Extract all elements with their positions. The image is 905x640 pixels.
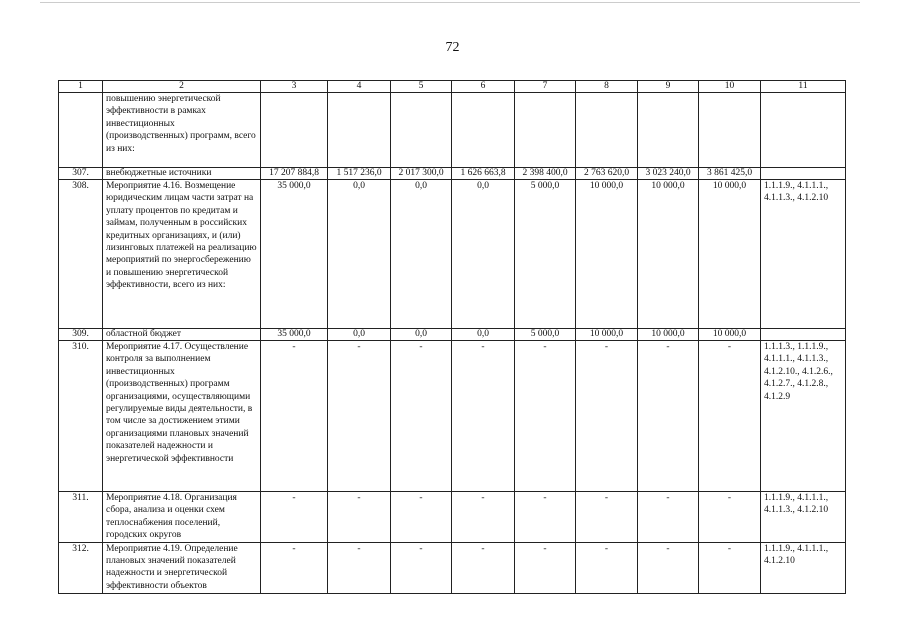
value-cell: 3 861 425,0 — [699, 168, 761, 180]
row-number: 312. — [59, 542, 103, 593]
value-cell: 0,0 — [391, 329, 452, 341]
row-refs: 1.1.1.9., 4.1.1.1., 4.1.1.3., 4.1.2.10 — [761, 180, 846, 329]
row-number: 309. — [59, 329, 103, 341]
value-cell: 10 000,0 — [576, 180, 638, 329]
value-cell: 2 017 300,0 — [391, 168, 452, 180]
header-cell: 6 — [452, 81, 515, 93]
value-cell: 2 763 620,0 — [576, 168, 638, 180]
table-row — [59, 93, 846, 168]
row-number: 310. — [59, 341, 103, 492]
row-number: 308. — [59, 180, 103, 329]
row-name: Мероприятие 4.17. Осуществление контроля за выполнением инвестиционных (производственных) программ организациями, осуществляющими регулируемые виды деятельности, в том числе за достижением этими организациями плановых значений показателей надежности и энергетической эффективности — [103, 341, 261, 492]
table-row — [59, 329, 846, 341]
value-cell: 0,0 — [391, 180, 452, 329]
table-row — [59, 180, 846, 329]
value-cell — [328, 93, 391, 168]
row-refs — [761, 168, 846, 180]
value-cell: 17 207 884,8 — [261, 168, 328, 180]
value-cell: 10 000,0 — [638, 180, 699, 329]
row-name: Мероприятие 4.19. Определение плановых значений показателей надежности и энергетической эффективности объектов — [103, 542, 261, 593]
row-refs: 1.1.1.9., 4.1.1.1., 4.1.2.10 — [761, 542, 846, 593]
value-cell: 3 023 240,0 — [638, 168, 699, 180]
value-cell: - — [515, 341, 576, 492]
value-cell: 10 000,0 — [699, 180, 761, 329]
value-cell: - — [638, 542, 699, 593]
header-cell: 10 — [699, 81, 761, 93]
value-cell: - — [576, 492, 638, 543]
value-cell: 0,0 — [452, 329, 515, 341]
row-number — [59, 93, 103, 168]
page-number: 72 — [445, 40, 460, 55]
value-cell: 1 626 663,8 — [452, 168, 515, 180]
value-cell: - — [261, 542, 328, 593]
value-cell: 5 000,0 — [515, 180, 576, 329]
value-cell: 5 000,0 — [515, 329, 576, 341]
value-cell: - — [699, 341, 761, 492]
value-cell: 0,0 — [328, 180, 391, 329]
header-cell: 5 — [391, 81, 452, 93]
header-cell: 1 — [59, 81, 103, 93]
row-refs: 1.1.1.9., 4.1.1.1., 4.1.1.3., 4.1.2.10 — [761, 492, 846, 543]
value-cell: 1 517 236,0 — [328, 168, 391, 180]
value-cell: 0,0 — [328, 329, 391, 341]
value-cell: - — [261, 492, 328, 543]
header-cell: 4 — [328, 81, 391, 93]
table-row — [59, 168, 846, 180]
table-row — [59, 492, 846, 543]
header-cell: 3 — [261, 81, 328, 93]
value-cell: 10 000,0 — [638, 329, 699, 341]
row-number: 307. — [59, 168, 103, 180]
value-cell: - — [391, 542, 452, 593]
row-name: повышению энергетической эффективности в рамках инвестиционных (производственных) программ, всего из них: — [103, 93, 261, 168]
value-cell: - — [576, 542, 638, 593]
row-name: Мероприятие 4.18. Организация сбора, анализа и оценки схем теплоснабжения поселений, городских округов — [103, 492, 261, 543]
value-cell — [576, 93, 638, 168]
value-cell: - — [515, 492, 576, 543]
header-cell: 8 — [576, 81, 638, 93]
row-refs: 1.1.1.3., 1.1.1.9., 4.1.1.1., 4.1.1.3., 4.1.2.10., 4.1.2.6., 4.1.2.7., 4.1.2.8., 4.1.2.9 — [761, 341, 846, 492]
row-number: 311. — [59, 492, 103, 543]
top-scan-edge — [40, 2, 860, 3]
value-cell: - — [391, 492, 452, 543]
value-cell: - — [576, 341, 638, 492]
value-cell — [638, 93, 699, 168]
value-cell: - — [391, 341, 452, 492]
value-cell — [391, 93, 452, 168]
value-cell: 2 398 400,0 — [515, 168, 576, 180]
value-cell: - — [328, 341, 391, 492]
value-cell — [515, 93, 576, 168]
value-cell: - — [452, 492, 515, 543]
value-cell: - — [328, 542, 391, 593]
value-cell: - — [328, 492, 391, 543]
value-cell: 35 000,0 — [261, 180, 328, 329]
value-cell: - — [699, 542, 761, 593]
value-cell — [699, 93, 761, 168]
row-refs — [761, 93, 846, 168]
value-cell — [452, 93, 515, 168]
table-row — [59, 542, 846, 593]
value-cell: - — [699, 492, 761, 543]
value-cell: - — [452, 341, 515, 492]
value-cell: - — [638, 341, 699, 492]
value-cell: - — [515, 542, 576, 593]
value-cell: - — [261, 341, 328, 492]
value-cell: - — [638, 492, 699, 543]
row-name: внебюджетные источники — [103, 168, 261, 180]
header-cell: 2 — [103, 81, 261, 93]
row-name: областной бюджет — [103, 329, 261, 341]
header-row — [59, 81, 846, 93]
row-name: Мероприятие 4.16. Возмещение юридическим лицам части затрат на уплату процентов по кредитам и займам, полученным в российских кредитных организациях, и (или) лизинговых платежей на реализацию мероприятий по энергосбережению и повышению энергетической эффективности, всего из них: — [103, 180, 261, 329]
header-cell: 7 — [515, 81, 576, 93]
value-cell: - — [452, 542, 515, 593]
value-cell: 0,0 — [452, 180, 515, 329]
budget-table — [58, 80, 846, 594]
table-row — [59, 341, 846, 492]
value-cell: 35 000,0 — [261, 329, 328, 341]
row-refs — [761, 329, 846, 341]
header-cell: 9 — [638, 81, 699, 93]
value-cell: 10 000,0 — [699, 329, 761, 341]
value-cell: 10 000,0 — [576, 329, 638, 341]
value-cell — [261, 93, 328, 168]
header-cell: 11 — [761, 81, 846, 93]
